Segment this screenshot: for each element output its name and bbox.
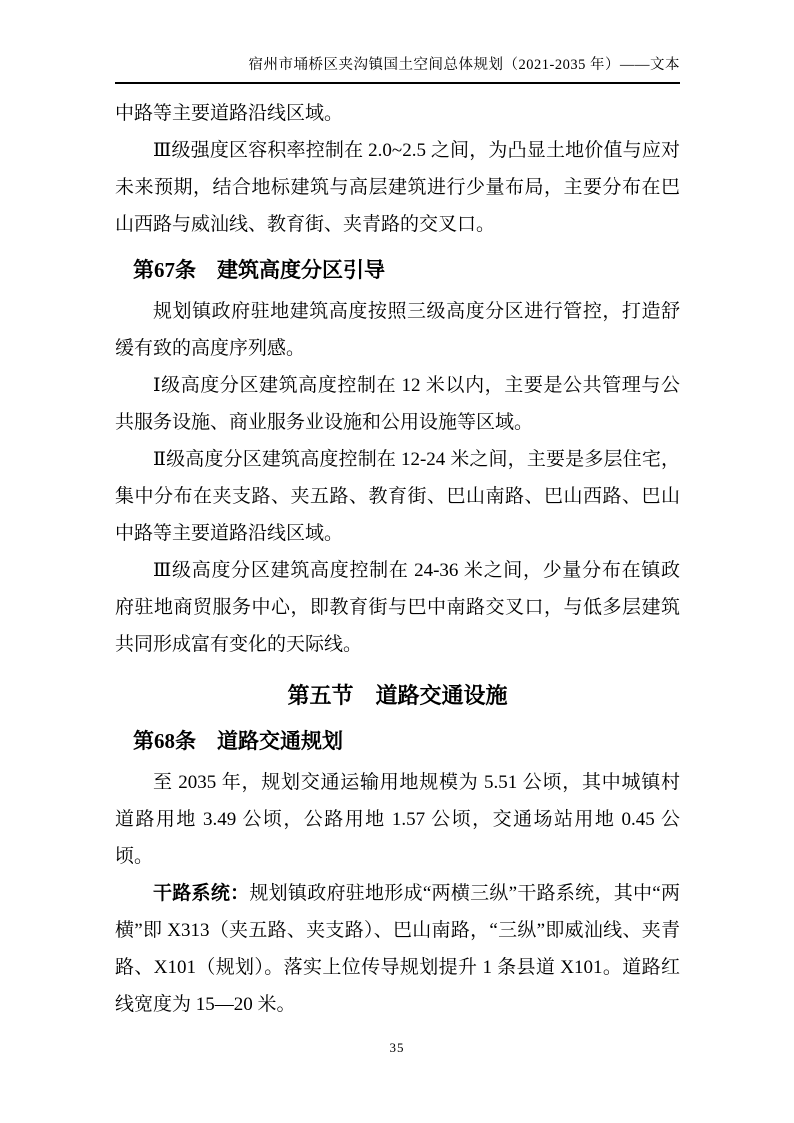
paragraph-transport-land: 至 2035 年，规划交通运输用地规模为 5.51 公顷，其中城镇村道路用地 3.49 公顷，公路用地 1.57 公顷，交通场站用地 0.45 公顷。	[115, 772, 680, 868]
trunk-road-system-lead: 干路系统：	[153, 883, 250, 905]
article-67-heading: 第67条 建筑高度分区引导	[133, 258, 385, 283]
trunk-road-system-text: 规划镇政府驻地形成“两横三纵”干路系统，其中“两横”即 X313（夹五路、夹支路）、巴山南路，“三纵”即威汕线、夹青路、X101（规划）。落实上位传导规划提升 1 条县道 X101。道路红线宽度为 15—20 米。	[115, 883, 680, 1016]
paragraph-height-level2: Ⅱ级高度分区建筑高度控制在 12-24 米之间，主要是多层住宅，集中分布在夹支路、夹五路、教育街、巴山南路、巴山西路、巴山中路等主要道路沿线区域。	[115, 449, 680, 545]
header-title: 宿州市埇桥区夹沟镇国土空间总体规划（2021-2035 年）——文本	[248, 57, 680, 73]
paragraph-trunk-road-system	[115, 875, 680, 1023]
article-68-heading: 第68条 道路交通规划	[133, 729, 343, 754]
paragraph-height-control-intro: 规划镇政府驻地建筑高度按照三级高度分区进行管控，打造舒缓有致的高度序列感。	[115, 301, 680, 360]
paragraph-height-level3: Ⅲ级高度分区建筑高度控制在 24-36 米之间，少量分布在镇政府驻地商贸服务中心，即教育街与巴中南路交叉口，与低多层建筑共同形成富有变化的天际线。	[115, 560, 680, 656]
paragraph-continuation: 中路等主要道路沿线区域。	[115, 103, 344, 125]
section-5-title: 第五节 道路交通设施	[287, 683, 508, 709]
page-footer	[0, 1039, 794, 1057]
paragraph-intensity-level3: Ⅲ级强度区容积率控制在 2.0~2.5 之间，为凸显土地价值与应对未来预期，结合地标建筑与高层建筑进行少量布局，主要分布在巴山西路与威汕线、教育街、夹青路的交叉口。	[115, 140, 680, 236]
document-body	[115, 95, 680, 1023]
page-header	[115, 56, 680, 84]
paragraph-height-level1: Ⅰ级高度分区建筑高度控制在 12 米以内，主要是公共管理与公共服务设施、商业服务业设施和公用设施等区域。	[115, 375, 680, 434]
page-number: 35	[389, 1040, 405, 1055]
